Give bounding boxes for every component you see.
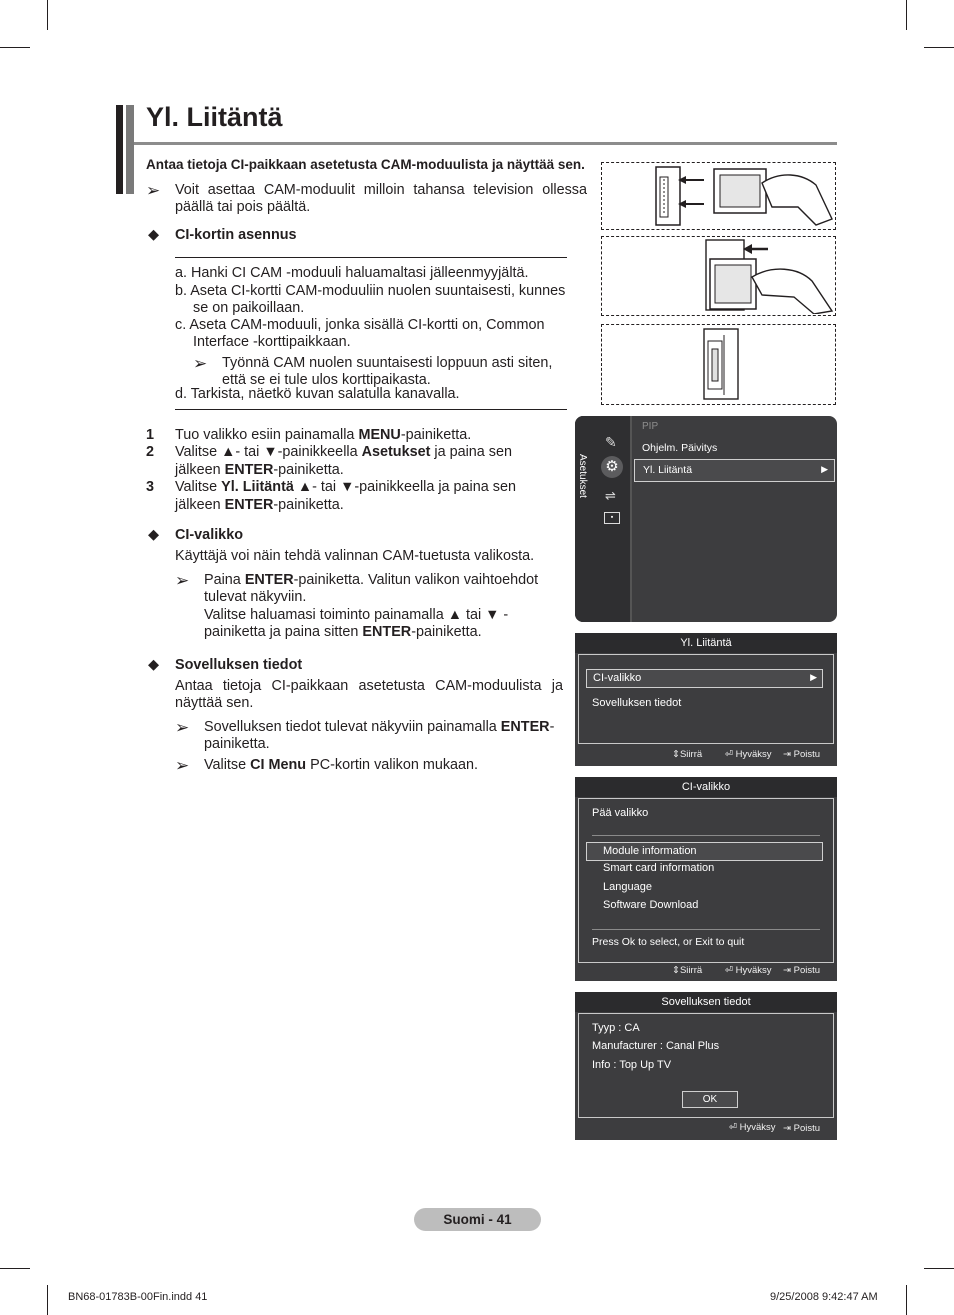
bullet-diamond-icon: ◆ xyxy=(148,527,160,543)
up-down-icon: ⇕ xyxy=(672,965,680,976)
move-hint: ⇕Siirrä xyxy=(672,749,703,760)
card-insert-drawing xyxy=(602,237,834,314)
common-interface-screen xyxy=(575,633,837,766)
exit-hint: ⇥ Poistu xyxy=(783,965,821,976)
divider xyxy=(175,409,567,410)
exit-icon: ⇥ xyxy=(783,749,794,760)
list-item: se on paikoillaan. xyxy=(193,300,305,316)
menu-item-pip[interactable]: PIP xyxy=(642,421,659,432)
ci-option-software-download[interactable]: Software Download xyxy=(603,899,699,911)
crop-mark xyxy=(924,1268,954,1269)
page-number: Suomi - 41 xyxy=(414,1208,541,1231)
note-arrow-icon: ➢ xyxy=(175,756,190,775)
divider xyxy=(592,835,820,836)
main-menu-label: Pää valikko xyxy=(592,807,649,819)
note-text: tulevat näkyviin. xyxy=(204,589,307,605)
bullet-diamond-icon: ◆ xyxy=(148,657,160,673)
picture-icon: ✎ xyxy=(605,434,617,450)
cam-insert-illustration xyxy=(601,162,836,230)
step-text: jälkeen ENTER-painiketta. xyxy=(175,497,344,513)
menu-item-label: CI-valikko xyxy=(593,672,642,684)
card-insert-illustration xyxy=(601,236,836,316)
enter-hint: ⏎ Hyväksy xyxy=(729,1122,776,1133)
note-text: painiketta ja paina sitten ENTER-painiketta. xyxy=(204,624,482,640)
section-desc: näyttää sen. xyxy=(175,695,254,711)
support-icon: ▪ xyxy=(604,512,620,524)
note-text: Voit asettaa CAM-moduulit milloin tahansa television ollessa xyxy=(175,182,587,198)
app-info-screen xyxy=(575,992,837,1140)
step-number: 2 xyxy=(146,444,155,460)
note-text: Paina ENTER-painiketta. Valitun valikon vaihtoehdot xyxy=(204,572,539,588)
page-title: Yl. Liitäntä xyxy=(146,102,283,132)
cam-insert-drawing xyxy=(602,163,834,228)
section-heading: Sovelluksen tiedot xyxy=(175,657,303,673)
ok-button[interactable]: OK xyxy=(682,1091,738,1108)
move-hint: ⇕Siirrä xyxy=(672,965,703,976)
crop-mark xyxy=(0,47,30,48)
bullet-diamond-icon: ◆ xyxy=(148,227,160,243)
step-text: Valitse ▲- tai ▼-painikkeella Asetukset ja paina sen xyxy=(175,444,512,460)
note-text: päällä tai pois päältä. xyxy=(175,199,311,215)
cam-slot-illustration xyxy=(601,324,836,405)
step-text: Valitse Yl. Liitäntä ▲- tai ▼-painikkeella ja paina sen xyxy=(175,479,516,495)
list-item: c. Aseta CAM-moduuli, jonka sisällä CI-kortti on, Common xyxy=(175,317,545,333)
note-arrow-icon: ➢ xyxy=(193,354,208,373)
step-number: 1 xyxy=(146,427,155,443)
note-text: että se ei tule ulos korttipaikasta. xyxy=(222,372,431,388)
slug-file: BN68-01783B-00Fin.indd 41 xyxy=(68,1291,208,1303)
gear-icon: ⚙ xyxy=(601,456,623,478)
crop-mark xyxy=(47,1285,48,1315)
menu-sidebar xyxy=(575,416,630,622)
enter-icon: ⏎ xyxy=(729,1122,740,1133)
sidebar-label: Asetukset xyxy=(577,454,588,498)
divider xyxy=(630,416,632,622)
exit-icon: ⇥ xyxy=(783,1123,794,1134)
arrow-right-icon: ▶ xyxy=(810,672,817,682)
title-rule xyxy=(134,142,837,145)
list-item: a. Hanki CI CAM -moduuli haluamaltasi jälleenmyyjältä. xyxy=(175,265,529,281)
info-type: Tyyp : CA xyxy=(592,1022,640,1034)
note-text: Sovelluksen tiedot tulevat näkyviin painamalla ENTER- xyxy=(204,719,555,735)
menu-item-common-interface[interactable] xyxy=(634,459,835,482)
cam-slot-drawing xyxy=(602,325,834,403)
menu-item-software-update[interactable]: Ohjelm. Päivitys xyxy=(642,442,718,454)
list-item: d. Tarkista, näetkö kuvan salatulla kanavalla. xyxy=(175,386,460,402)
settings-menu-screen xyxy=(575,416,837,622)
section-desc: Antaa tietoja CI-paikkaan asetetusta CAM-moduulista ja xyxy=(175,678,563,694)
input-icon: ⇌ xyxy=(605,488,616,503)
step-text: jälkeen ENTER-painiketta. xyxy=(175,462,344,478)
note-text: Valitse CI Menu PC-kortin valikon mukaan. xyxy=(204,757,479,773)
screen-title: Sovelluksen tiedot xyxy=(575,992,837,1012)
divider xyxy=(175,257,567,258)
step-number: 3 xyxy=(146,479,155,495)
info-info: Info : Top Up TV xyxy=(592,1059,672,1071)
title-bar xyxy=(116,105,123,194)
ci-option-language[interactable]: Language xyxy=(603,881,652,893)
hint-text: Press Ok to select, or Exit to quit xyxy=(592,936,745,948)
exit-icon: ⇥ xyxy=(783,965,794,976)
note-arrow-icon: ➢ xyxy=(175,718,190,737)
enter-icon: ⏎ xyxy=(725,965,736,976)
screen-title: Yl. Liitäntä xyxy=(575,633,837,653)
title-bar xyxy=(126,105,134,194)
slug-date: 9/25/2008 9:42:47 AM xyxy=(770,1291,878,1303)
exit-hint: ⇥ Poistu xyxy=(783,1123,821,1134)
menu-item-label: Yl. Liitäntä xyxy=(643,464,693,476)
enter-hint: ⏎ Hyväksy xyxy=(725,965,772,976)
app-info-item[interactable]: Sovelluksen tiedot xyxy=(592,697,682,709)
ci-menu-screen xyxy=(575,777,837,981)
note-text: Työnnä CAM nuolen suuntaisesti loppuun asti siten, xyxy=(222,355,553,371)
crop-mark xyxy=(906,1285,907,1315)
list-item: b. Aseta CI-kortti CAM-moduuliin nuolen suuntaisesti, kunnes xyxy=(175,283,566,299)
exit-hint: ⇥ Poistu xyxy=(783,749,821,760)
crop-mark xyxy=(906,0,907,30)
step-text: Tuo valikko esiin painamalla MENU-painiketta. xyxy=(175,427,472,443)
enter-icon: ⏎ xyxy=(725,749,736,760)
crop-mark xyxy=(47,0,48,30)
crop-mark xyxy=(0,1268,30,1269)
info-manufacturer: Manufacturer : Canal Plus xyxy=(592,1040,720,1052)
intro-text: Antaa tietoja CI-paikkaan asetetusta CAM-moduulista ja näyttää sen. xyxy=(146,157,585,172)
note-text: Valitse haluamasi toiminto painamalla ▲ tai ▼ - xyxy=(204,607,509,623)
note-text: painiketta. xyxy=(204,736,270,752)
section-heading: CI-valikko xyxy=(175,527,243,543)
crop-mark xyxy=(924,47,954,48)
arrow-right-icon: ▶ xyxy=(821,464,828,474)
section-heading: CI-kortin asennus xyxy=(175,227,297,243)
enter-hint: ⏎ Hyväksy xyxy=(725,749,772,760)
list-item: Interface -korttipaikkaan. xyxy=(193,334,351,350)
option-label: Module information xyxy=(603,845,697,857)
note-arrow-icon: ➢ xyxy=(175,571,190,590)
note-arrow-icon: ➢ xyxy=(146,181,161,200)
ci-option-smart-card[interactable]: Smart card information xyxy=(603,862,715,874)
ci-menu-item[interactable] xyxy=(586,669,823,688)
screen-title: CI-valikko xyxy=(575,777,837,797)
ci-option-module-information[interactable] xyxy=(586,842,823,861)
section-desc: Käyttäjä voi näin tehdä valinnan CAM-tuetusta valikosta. xyxy=(175,548,535,564)
divider xyxy=(592,929,820,930)
up-down-icon: ⇕ xyxy=(672,749,680,760)
